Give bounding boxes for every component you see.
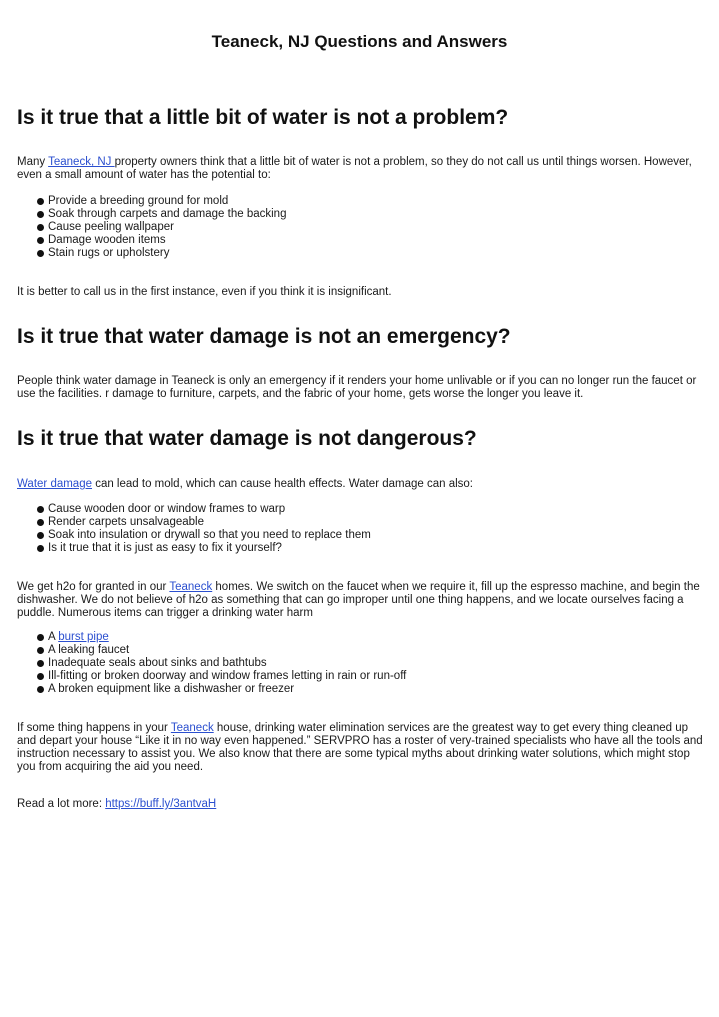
list-item-text: Stain rugs or upholstery [48, 247, 170, 259]
bullet-icon [37, 224, 44, 231]
list-item [37, 644, 406, 657]
water-damage-link[interactable]: Water damage [17, 478, 92, 490]
section1-intro [17, 156, 707, 182]
list-item-text: Soak into insulation or drywall so that you need to replace them [48, 529, 371, 541]
list-item-prefix: A [48, 631, 59, 643]
paragraph3-after: house, drinking water elimination services are the greatest way to get every thing cleaned up and depart your house “Like it in no way even happened.” SERVPRO has a roster of very-trained specialists who have all the tools and instruction necessary to assist you. We also know that there are some typical myths about drinking water solutions, which might stop you from acquiring the aid you need. [17, 722, 703, 773]
section3-paragraph3 [17, 722, 707, 774]
section1-intro-before: Many [17, 156, 49, 168]
section2-paragraph: People think water damage in Teaneck is only an emergency if it renders your home unlivable or if you can no longer run the faucet or use the facilities. r damage to furniture, carpets, and the fabric of your home, gets worse the longer you leave it. [17, 375, 697, 400]
teaneck-house-link[interactable]: Teaneck [170, 722, 214, 734]
list-item [37, 657, 406, 670]
bullet-icon [37, 250, 44, 257]
list-item-text: Render carpets unsalvageable [48, 516, 204, 528]
teaneck-link[interactable]: Teaneck [169, 581, 213, 593]
list-item-text: Cause wooden door or window frames to warp [48, 503, 286, 515]
bullet-icon [37, 506, 44, 513]
section2-heading: Is it true that water damage is not an emergency? [17, 325, 511, 348]
list-item-text: Soak through carpets and damage the backing [48, 208, 287, 220]
bullet-icon [37, 634, 44, 641]
read-more-label: Read a lot more: [17, 798, 106, 810]
bullet-icon [37, 545, 44, 552]
list-item [37, 208, 286, 221]
list-item [37, 503, 371, 516]
burst-pipe-link[interactable]: burst pipe [58, 631, 109, 643]
list-item-text: Damage wooden items [48, 234, 166, 246]
teaneck-nj-link[interactable]: Teaneck, NJ [48, 156, 115, 168]
list-item-text: Inadequate seals about sinks and bathtubs [48, 657, 267, 669]
paragraph2-after: homes. We switch on the faucet when we require it, fill up the espresso machine, and begin the dishwasher. We do not believe of h2o as something that can go improper until one thing happens, and we locate ourselves facing a puddle. Numerous items can trigger a drinking water harm [17, 581, 700, 619]
list-item-text: A leaking faucet [48, 644, 130, 656]
bullet-icon [37, 532, 44, 539]
section1-heading: Is it true that a little bit of water is not a problem? [17, 106, 509, 129]
bullet-icon [37, 673, 44, 680]
section1-intro-after: property owners think that a little bit of water is not a problem, so they do not call us until things worsen. However, even a small amount of water has the potential to: [17, 156, 692, 181]
read-more [17, 798, 707, 811]
bullet-icon [37, 686, 44, 693]
list-item [37, 631, 406, 644]
list-item [37, 542, 371, 555]
section3-heading: Is it true that water damage is not dangerous? [17, 427, 477, 450]
section3-causes-list [37, 631, 406, 696]
bullet-icon [37, 198, 44, 205]
bullet-icon [37, 211, 44, 218]
list-item-text: A broken equipment like a dishwasher or freezer [48, 683, 295, 695]
list-item-text: Provide a breeding ground for mold [48, 195, 229, 207]
list-item [37, 670, 406, 683]
list-item [37, 234, 286, 247]
section1-list [37, 195, 286, 260]
list-item [37, 195, 286, 208]
paragraph2-before: We get h2o for granted in our [17, 581, 170, 593]
bullet-icon [37, 237, 44, 244]
list-item [37, 529, 371, 542]
bullet-icon [37, 647, 44, 654]
list-item-text: Ill-fitting or broken doorway and window frames letting in rain or run-off [48, 670, 407, 682]
list-item-text: Cause peeling wallpaper [48, 221, 174, 233]
list-item-text: Is it true that it is just as easy to fix it yourself? [48, 542, 282, 554]
list-item [37, 683, 406, 696]
paragraph3-before: If some thing happens in your [17, 722, 171, 734]
section3-intro [17, 478, 707, 491]
list-item [37, 247, 286, 260]
bullet-icon [37, 519, 44, 526]
bullet-icon [37, 660, 44, 667]
section1-closing: It is better to call us in the first instance, even if you think it is insignificant. [17, 286, 392, 298]
read-more-link[interactable]: https://buff.ly/3antvaH [105, 798, 217, 810]
section3-paragraph2 [17, 581, 707, 620]
section3-list [37, 503, 371, 555]
list-item [37, 221, 286, 234]
list-item [37, 516, 371, 529]
document-title: Teaneck, NJ Questions and Answers [211, 32, 508, 51]
section3-intro-after: can lead to mold, which can cause health effects. Water damage can also: [92, 478, 473, 490]
